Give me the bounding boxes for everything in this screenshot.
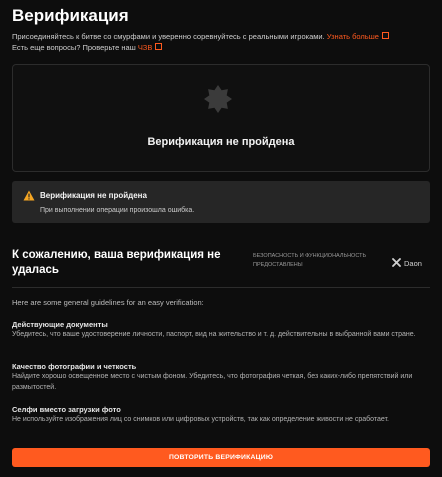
retry-verification-button[interactable]: ПОВТОРИТЬ ВЕРИФИКАЦИЮ — [12, 448, 430, 467]
guideline-text: Не используйте изображения лиц со снимков или цифровых устройств, так как определение живости не сработает. — [12, 416, 389, 423]
verification-status-card — [12, 64, 430, 172]
result-heading: К сожалению, ваша верификация не удалась — [12, 249, 221, 276]
external-link-icon — [382, 32, 389, 39]
guideline-title: Селфи вместо загрузки фото — [12, 405, 121, 414]
faq-text: Есть еще вопросы? Проверьте наш — [12, 43, 136, 52]
learn-more-link[interactable] — [327, 32, 389, 41]
intro-block — [12, 31, 389, 53]
intro-text: Присоединяйтесь к битве со смурфами и уверенно соревнуйтесь с реальными игроками. — [12, 32, 325, 41]
error-alert — [12, 181, 430, 223]
external-link-icon — [155, 43, 162, 50]
provider-name: Daon — [404, 259, 422, 268]
learn-more-label: Узнать больше — [326, 32, 379, 41]
guidelines-intro: Here are some general guidelines for an easy verification: — [12, 298, 204, 307]
page-title: Верификация — [12, 6, 129, 25]
daon-logo — [392, 257, 422, 268]
guideline-item — [12, 405, 428, 426]
alert-title: Верификация не пройдена — [40, 191, 147, 200]
alert-message: При выполнении операции произошла ошибка. — [40, 207, 195, 214]
guideline-title: Качество фотографии и четкость — [12, 362, 137, 371]
guideline-text: Найдите хорошо освещенное место с чистым фоном. Убедитесь, что фотография четкая, без каких-либо препятствий или размытостей. — [12, 373, 413, 391]
warning-triangle-icon — [23, 190, 35, 201]
seal-badge-icon — [203, 84, 233, 114]
guideline-text: Убедитесь, что ваше удостоверение личности, паспорт, вид на жительство и т. д. действительны в выбранной вами стране. — [12, 331, 416, 338]
daon-x-logo-icon — [392, 258, 401, 267]
guideline-title: Действующие документы — [12, 320, 108, 329]
provided-by-text: БЕЗОПАСНОСТЬ И ФУНКЦИОНАЛЬНОСТЬ ПРЕДОСТАВЛЕНЫ — [253, 253, 367, 268]
section-divider — [12, 287, 430, 288]
guideline-item — [12, 320, 428, 341]
faq-label: ЧЗВ — [137, 43, 153, 52]
guideline-item — [12, 362, 428, 393]
faq-link[interactable] — [138, 43, 163, 52]
card-status-text: Верификация не пройдена — [147, 136, 295, 148]
